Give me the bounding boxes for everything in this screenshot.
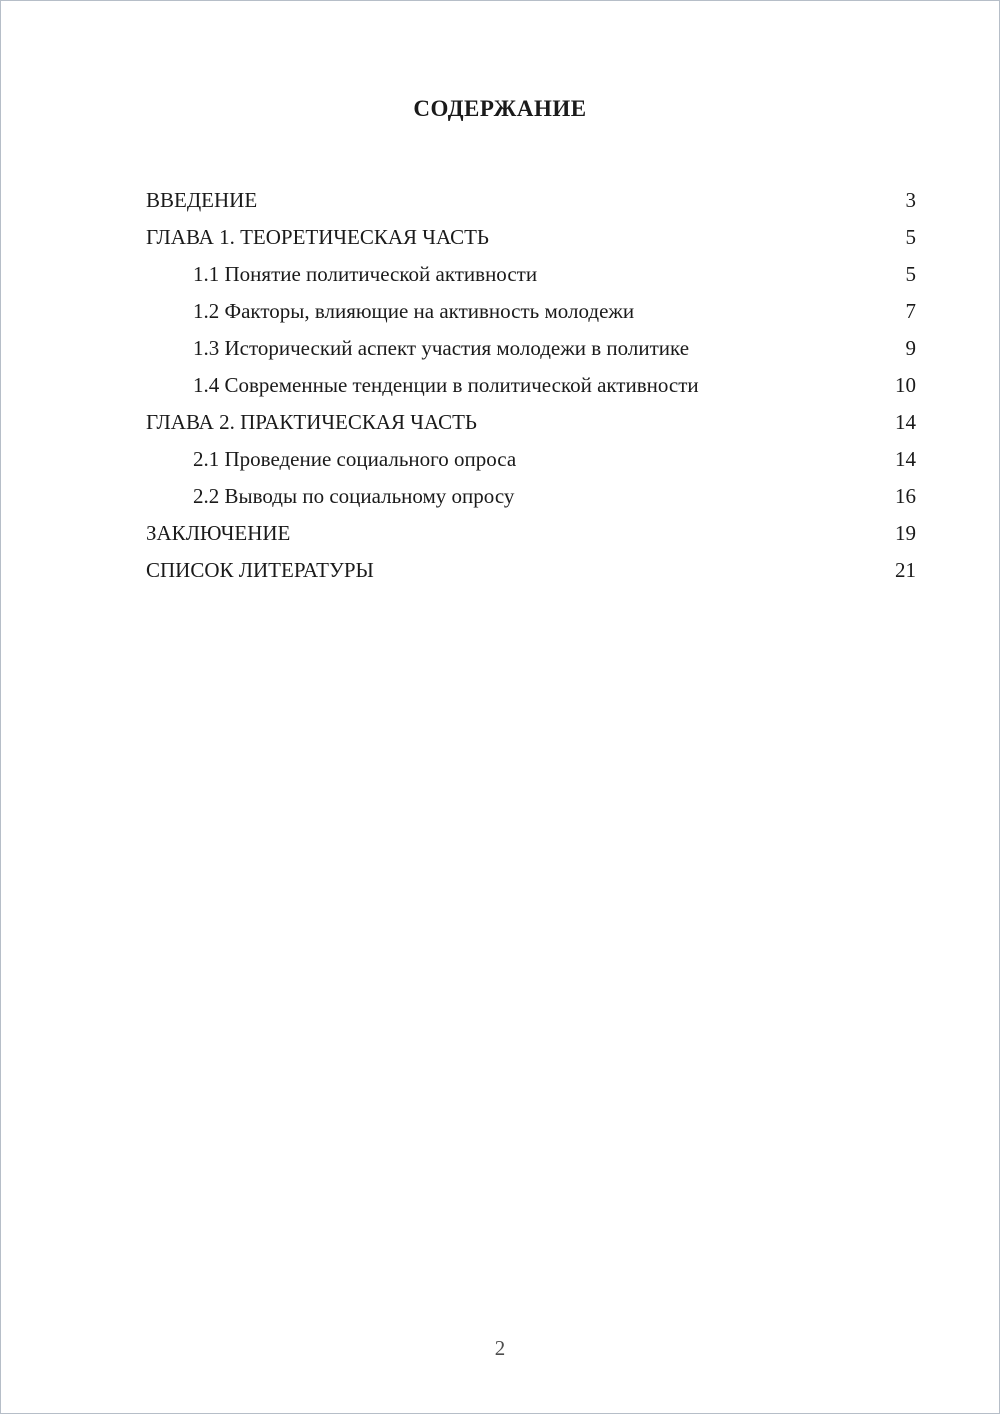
toc-entry-1-2 — [146, 293, 916, 330]
toc-entry-glava-2 — [146, 404, 916, 441]
toc-entry-page: 5 — [905, 262, 916, 286]
toc-entry-page: 3 — [905, 188, 916, 212]
toc-entry-label: 1.1 Понятие политической активности — [193, 262, 538, 286]
toc-entry-label: ВВЕДЕНИЕ — [146, 188, 258, 212]
toc-entry-label: ГЛАВА 2. ПРАКТИЧЕСКАЯ ЧАСТЬ — [146, 410, 477, 434]
toc-entry-label: 1.4 Современные тенденции в политической активности — [193, 373, 699, 397]
toc-entry-2-1 — [146, 441, 916, 478]
toc-entry-vvedenie — [146, 182, 916, 219]
toc-entry-label: СПИСОК ЛИТЕРАТУРЫ — [146, 558, 374, 582]
toc-entry-page: 10 — [895, 373, 916, 397]
page-number: 2 — [494, 1336, 506, 1360]
toc-entry-label: 2.1 Проведение социального опроса — [193, 447, 517, 471]
toc-entry-label: 1.2 Факторы, влияющие на активность молодежи — [193, 299, 635, 323]
toc-entry-page: 14 — [895, 410, 916, 434]
toc-entry-page: 7 — [905, 299, 916, 323]
toc-entry-page: 14 — [895, 447, 916, 471]
toc-entry-1-4 — [146, 367, 916, 404]
toc-entry-spisok-literatury — [146, 552, 916, 589]
toc-entry-1-1 — [146, 256, 916, 293]
toc-entry-label: 1.3 Исторический аспект участия молодежи в политике — [193, 336, 690, 360]
toc-entry-page: 19 — [895, 521, 916, 545]
toc-title: СОДЕРЖАНИЕ — [413, 96, 587, 121]
toc-entry-zaklyuchenie — [146, 515, 916, 552]
toc-entry-label: ГЛАВА 1. ТЕОРЕТИЧЕСКАЯ ЧАСТЬ — [146, 225, 489, 249]
toc-entry-page: 9 — [905, 336, 916, 360]
toc-entry-page: 16 — [895, 484, 916, 508]
table-of-contents — [1, 182, 999, 589]
toc-entry-label: 2.2 Выводы по социальному опросу — [193, 484, 515, 508]
toc-entry-page: 5 — [905, 225, 916, 249]
toc-entry-2-2 — [146, 478, 916, 515]
toc-entry-glava-1 — [146, 219, 916, 256]
toc-entry-label: ЗАКЛЮЧЕНИЕ — [146, 521, 291, 545]
toc-entry-page: 21 — [895, 558, 916, 582]
toc-entry-1-3 — [146, 330, 916, 367]
